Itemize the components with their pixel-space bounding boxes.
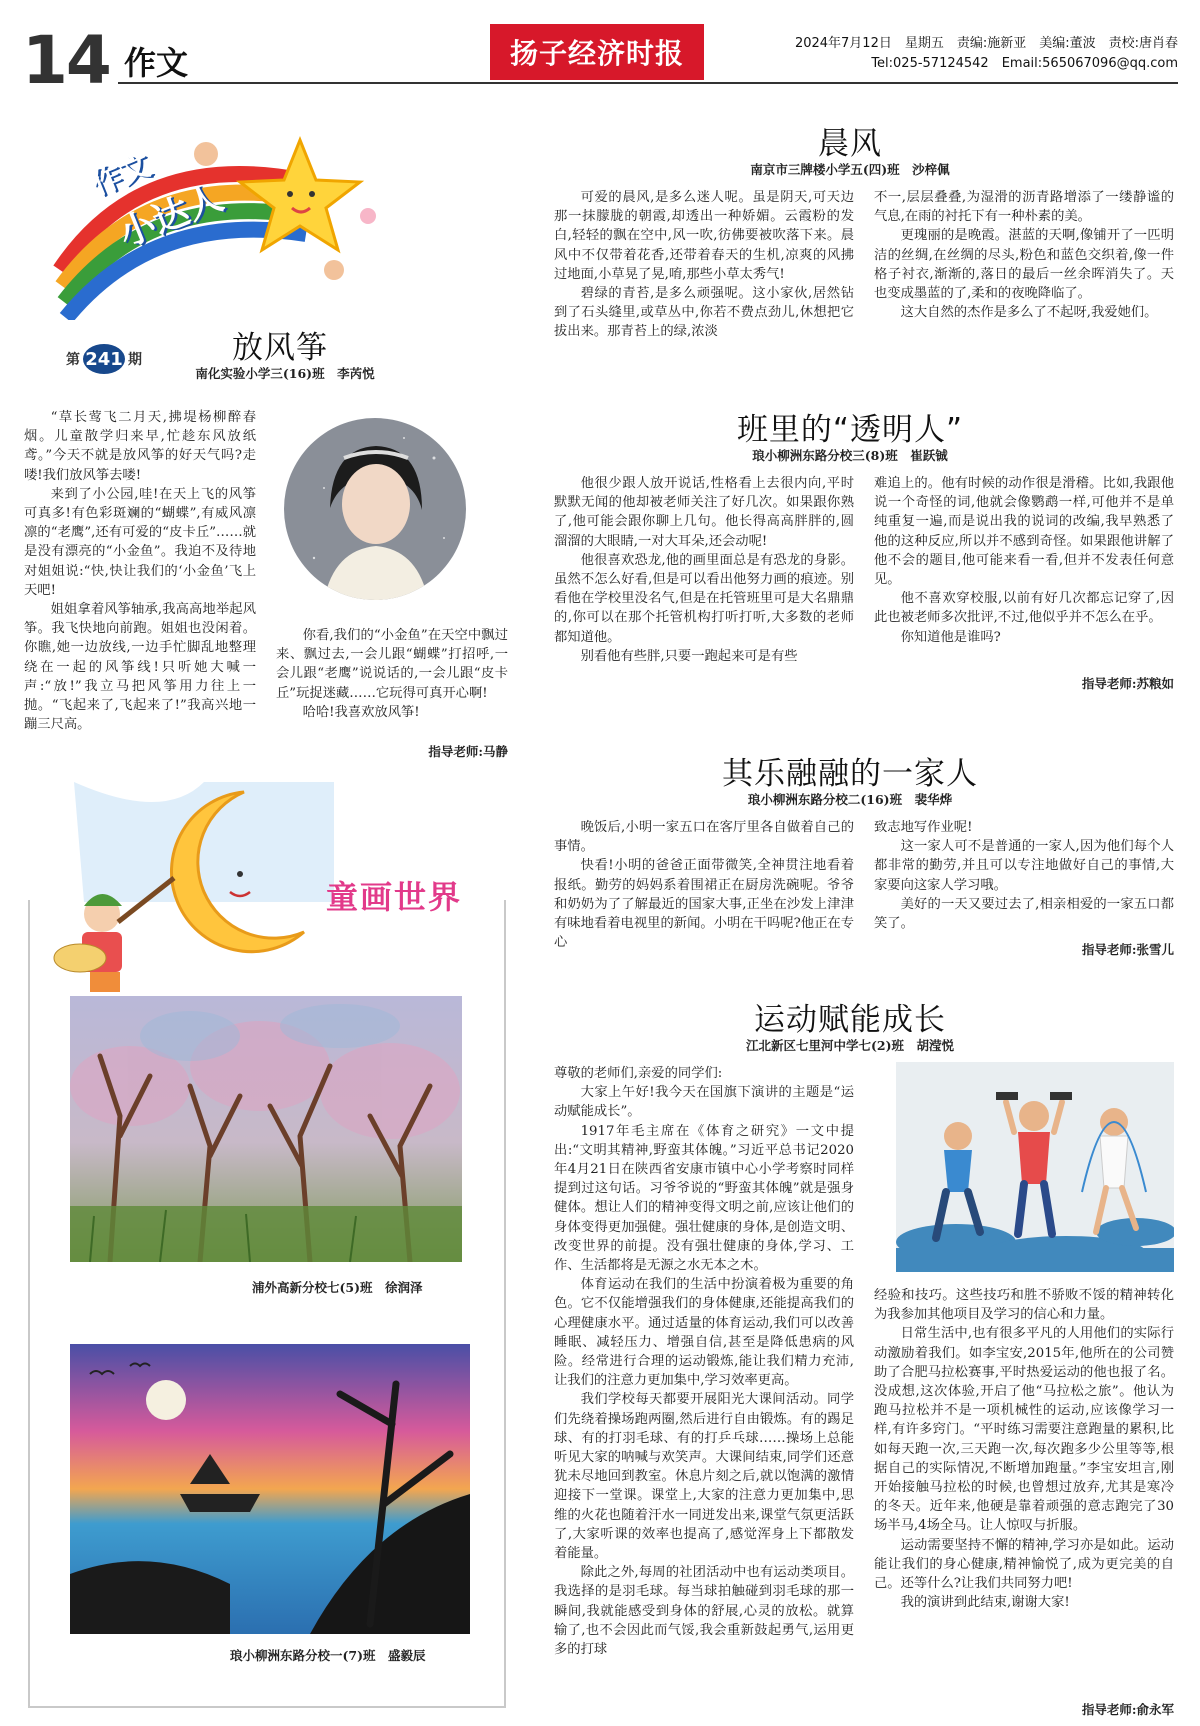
article-sports-paragraph: 运动需要坚持不懈的精神,学习亦是如此。运动能让我们的身心健康,精神愉悦了,成为更完美的自己。还等什么?让我们共同努力吧!	[874, 1537, 1174, 1592]
article-morning-wind-byline: 南京市三牌楼小学五(四)班 沙梓佩	[750, 162, 950, 177]
article-invisible-paragraph: 他很少跟人放开说话,性格看上去很内向,平时默默无闻的他却被老师关注了好几次。如果跟你熟了,他可能会跟你聊上几句。他长得高高胖胖的,圆溜溜的大眼睛,一对大耳朵,还会动呢!	[554, 476, 854, 549]
article-morning-wind-column-1	[554, 188, 854, 364]
header-info-contact: Tel:025-57124542 Email:565067096@qq.com	[871, 56, 1178, 71]
article-morning-wind-paragraph: 可爱的晨风,是多么迷人呢。虽是阴天,可天边那一抹朦胧的朝霞,却透出一种娇媚。云霞粉的发白,轻轻的飘在空中,风一吹,彷佛要被吹落下来。晨风中不仅带着花香,还带着春天的生机,凉爽的风拂过地面,小草晃了晃,唷,那些小草太秀气!	[554, 190, 854, 282]
issue-number	[66, 344, 142, 374]
gallery-title: 童画世界	[326, 878, 463, 916]
article-family-title: 其乐融融的一家人	[722, 756, 978, 792]
sports-illustration	[896, 1062, 1174, 1272]
article-sports-title: 运动赋能成长	[754, 1002, 946, 1038]
masthead-logo: 扬子经济时报	[490, 24, 704, 80]
painting-sunset	[70, 1344, 470, 1634]
article-invisible-paragraph: 他不喜欢穿校服,以前有好几次都忘记穿了,因此也被老师多次批评,不过,他似乎并不怎么在乎。	[874, 591, 1174, 626]
issue-prefix: 第	[66, 352, 80, 368]
article-morning-wind-paragraph: 碧绿的青苔,是多么顽强呢。这小家伙,居然钻到了石头缝里,或草丛中,你若不费点劲儿,休想把它拔出来。那青苔上的绿,浓淡	[554, 286, 854, 340]
painting-forest-image	[70, 996, 462, 1262]
article-sports-column-1	[554, 1064, 854, 1712]
issue-number-badge: 241	[83, 344, 125, 374]
article-family-paragraph: 美好的一天又要过去了,相亲相爱的一家五口都笑了。	[874, 896, 1174, 932]
article-family-paragraph: 这一家人可不是普通的一家人,因为他们每个人都非常的勤劳,并且可以专注地做好自己的事情,大家要向这家人学习哦。	[874, 839, 1174, 893]
article-invisible-byline: 琅小柳洲东路分校三(8)班 崔跃铖	[752, 448, 948, 463]
article-kite-paragraph: “草长莺飞二月天,拂堤杨柳醉春烟。儿童散学归来早,忙趁东风放纸鸢。”今天不就是放风筝的好天气吗?走喽!我们放风筝去喽!	[24, 410, 256, 483]
painting-sunset-caption: 琅小柳洲东路分校一(7)班 盛毅辰	[230, 1648, 426, 1663]
sports-kids-image	[896, 1062, 1174, 1272]
article-kite-paragraph: 来到了小公园,哇!在天上飞的风筝可真多!有色彩斑斓的“蝴蝶”,有威风凛凛的“老鹰”,还有可爱的“皮卡丘”……就是没有漂亮的“小金鱼”。我迫不及待地对姐姐说:“快,快让我们的‘小金鱼’飞上天吧!	[24, 486, 256, 598]
article-morning-wind-column-2	[874, 188, 1174, 364]
article-sports-column-2	[874, 1286, 1174, 1698]
article-invisible-teacher: 指导老师:苏粮如	[1081, 676, 1174, 691]
article-family-paragraph: 快看!小明的爸爸正面带微笑,全神贯注地看着报纸。勤劳的妈妈系着围裙正在厨房洗碗呢。爷爷和奶奶为了了解最近的国家大事,正坐在沙发上津津有味地看着电视里的新闻。小明在干吗呢?他正在专心	[554, 858, 854, 951]
column-logo	[50, 120, 386, 320]
article-sports-paragraph: 我的演讲到此结束,谢谢大家!	[900, 1595, 1070, 1611]
author-portrait-photo	[284, 418, 466, 600]
article-kite-byline: 南化实验小学三(16)班 李芮悦	[195, 366, 375, 381]
article-family-paragraph: 致志地写作业呢!	[874, 820, 973, 835]
header-info-editors: 2024年7月12日 星期五 责编:施新亚 美编:董波 责校:唐肖春	[794, 36, 1178, 51]
article-kite-paragraph: 你看,我们的“小金鱼”在天空中飘过来、飘过去,一会儿跟“蝴蝶”打招呼,一会儿跟“老鹰”说说话的,一会儿跟“皮卡丘”玩捉迷藏……它玩得可真开心啊!	[276, 628, 508, 701]
article-morning-wind-paragraph: 不一,层层叠叠,为湿滑的沥青路增添了一缕静谧的气息,在雨的衬托下有一种朴素的美。	[874, 190, 1174, 225]
article-sports-byline: 江北新区七里河中学七(2)班 胡滢悦	[745, 1038, 955, 1053]
article-family-column-1	[554, 818, 854, 958]
article-morning-wind-title: 晨风	[818, 126, 882, 162]
article-sports-paragraph: 体育运动在我们的生活中扮演着极为重要的角色。它不仅能增强我们的身体健康,还能提高我们的心理健康水平。通过适量的体育运动,我们可以改善睡眠、减轻压力、增强自信,甚至是降低患病的风险。经常进行合理的运动锻炼,能让我们精力充沛,让我们的注意力更加集中,学习效率更高。	[554, 1277, 854, 1389]
painting-forest	[70, 996, 462, 1262]
column-logo-line1: 作文	[86, 147, 156, 203]
article-kite-column-1	[24, 408, 256, 756]
article-morning-wind-paragraph: 更瑰丽的是晚霞。湛蓝的天啊,像铺开了一匹明洁的丝绸,在丝绸的尽头,粉色和蓝色交织着,像一件格子衬衣,渐渐的,落日的最后一丝余晖消失了。天也变成墨蓝的了,柔和的夜晚降临了。	[874, 228, 1174, 302]
article-sports-paragraph: 1917年毛主席在《体育之研究》一文中提出:“文明其精神,野蛮其体魄。”习近平总书记2020年4月21日在陕西省安康市镇中心小学考察时同样提到过这句话。习爷爷说的“野蛮其体魄”就是强身健体。想让人们的精神变得文明之前,应该让他们的身体变得更加强健。强壮健康的身体,是创造文明、改变世界的前提。没有强壮健康的身体,学习、工作、生活都将是无源之水无本之木。	[554, 1123, 854, 1274]
article-invisible-paragraph: 难追上的。他有时候的动作很是滑稽。比如,我跟他说一个奇怪的词,他就会像鹦鹉一样,可他并不是单纯重复一遍,而是说出我的说词的改编,我早熟悉了他的这种反应,所以并不感到奇怪。如果跟他讲解了他不会的题目,他可能来看一看,但并不发表任何意见。	[874, 476, 1174, 588]
header-info	[795, 34, 1178, 74]
article-family-paragraph: 晚饭后,小明一家五口在客厅里各自做着自己的事情。	[554, 820, 854, 855]
article-family-teacher: 指导老师:张雪儿	[1081, 942, 1174, 957]
article-invisible-paragraph: 你知道他是谁吗?	[900, 629, 1001, 645]
article-sports-paragraph: 除此之外,每周的社团活动中也有运动类项目。我选择的是羽毛球。每当球拍触碰到羽毛球的那一瞬间,我就能感受到身体的舒展,心灵的放松。就算输了,也不会因此而气馁,我会重新鼓起勇气,运用更多的打球	[554, 1565, 854, 1658]
article-kite-title: 放风筝	[232, 330, 328, 366]
column-logo-line2: 小达人	[113, 177, 229, 256]
page-number: 14	[22, 22, 110, 99]
article-sports-paragraph: 日常生活中,也有很多平凡的人用他们的实际行动激励着我们。如李宝安,2015年,他所在的公司赞助了合肥马拉松赛事,平时热爱运动的他也报了名。没成想,这次体验,开启了他“马拉松之旅”。他认为跑马拉松并不是一项机械性的运动,应该像学习一样,有许多窍门。“平时练习需要注意跑量的累积,比如每天跑一次,三天跑一次,每次跑多少公里等等,根据自己的实际情况,不断增加跑量。”李宝安坦言,刚开始接触马拉松的时候,也曾想过放弃,尤其是寒冷的冬天。近年来,他硬是靠着顽强的意志跑完了30场半马,4场全马。让人惊叹与折服。	[874, 1326, 1174, 1534]
painting-sunset-image	[70, 1344, 470, 1634]
article-sports-teacher: 指导老师:俞永军	[1081, 1702, 1174, 1717]
article-kite-paragraph: 哈哈!我喜欢放风筝!	[302, 704, 420, 720]
article-invisible-column-1	[554, 474, 854, 690]
header-rule	[118, 82, 1178, 84]
article-morning-wind-paragraph: 这大自然的杰作是多么了不起呀,我爱她们。	[900, 305, 1158, 321]
article-kite-paragraph: 姐姐拿着风筝轴承,我高高地举起风筝。我飞快地向前跑。姐姐也没闲着。你瞧,她一边放线,一边手忙脚乱地整理绕在一起的风筝线!只听她大喊一声:“放!”我立马把风筝用力往上一抛。“飞起来了,飞起来了!”我高兴地一蹦三尺高。	[24, 602, 256, 733]
article-family-byline: 琅小柳洲东路分校二(16)班 裴华烨	[747, 792, 953, 807]
article-sports-paragraph: 大家上午好!我今天在国旗下演讲的主题是“运动赋能成长”。	[554, 1085, 854, 1120]
article-family-column-2	[874, 818, 1174, 938]
article-kite-teacher: 指导老师:马静	[428, 744, 508, 759]
issue-suffix: 期	[128, 352, 142, 368]
article-sports-paragraph: 尊敬的老师们,亲爱的同学们:	[554, 1066, 723, 1081]
article-invisible-paragraph: 他很喜欢恐龙,他的画里面总是有恐龙的身影。虽然不怎么好看,但是可以看出他努力画的痕迹。别看他在学校里没名气,但是在托管班里可是大名鼎鼎的,你可以在那个托管机构打听打听,大多数的老师都知道他。	[554, 552, 854, 645]
article-invisible-title: 班里的“透明人”	[736, 412, 964, 448]
article-kite-column-2	[276, 626, 508, 744]
portrait-image	[284, 418, 466, 600]
article-sports-paragraph: 经验和技巧。这些技巧和胜不骄败不馁的精神转化为我参加其他项目及学习的信心和力量。	[874, 1288, 1174, 1323]
article-invisible-paragraph: 别看他有些胖,只要一跑起来可是有些	[580, 648, 798, 664]
painting-forest-caption: 浦外高新分校七(5)班 徐润泽	[252, 1280, 423, 1295]
section-name: 作文	[124, 44, 189, 82]
article-invisible-column-2	[874, 474, 1174, 674]
article-sports-paragraph: 我们学校每天都要开展阳光大课间活动。同学们先绕着操场跑两圈,然后进行自由锻炼。有的踢足球、有的打羽毛球、有的打乒乓球……操场上总能听见大家的呐喊与欢笑声。大课间结束,同学们还意犹未尽地回到教室。休息片刻之后,就以饱满的激情迎接下一堂课。课堂上,大家的注意力更加集中,思维的火花也随着汗水一同迸发出来,课堂气氛更活跃了,大家听课的效率也提高了,感觉浑身上下都散发着能量。	[554, 1392, 854, 1562]
